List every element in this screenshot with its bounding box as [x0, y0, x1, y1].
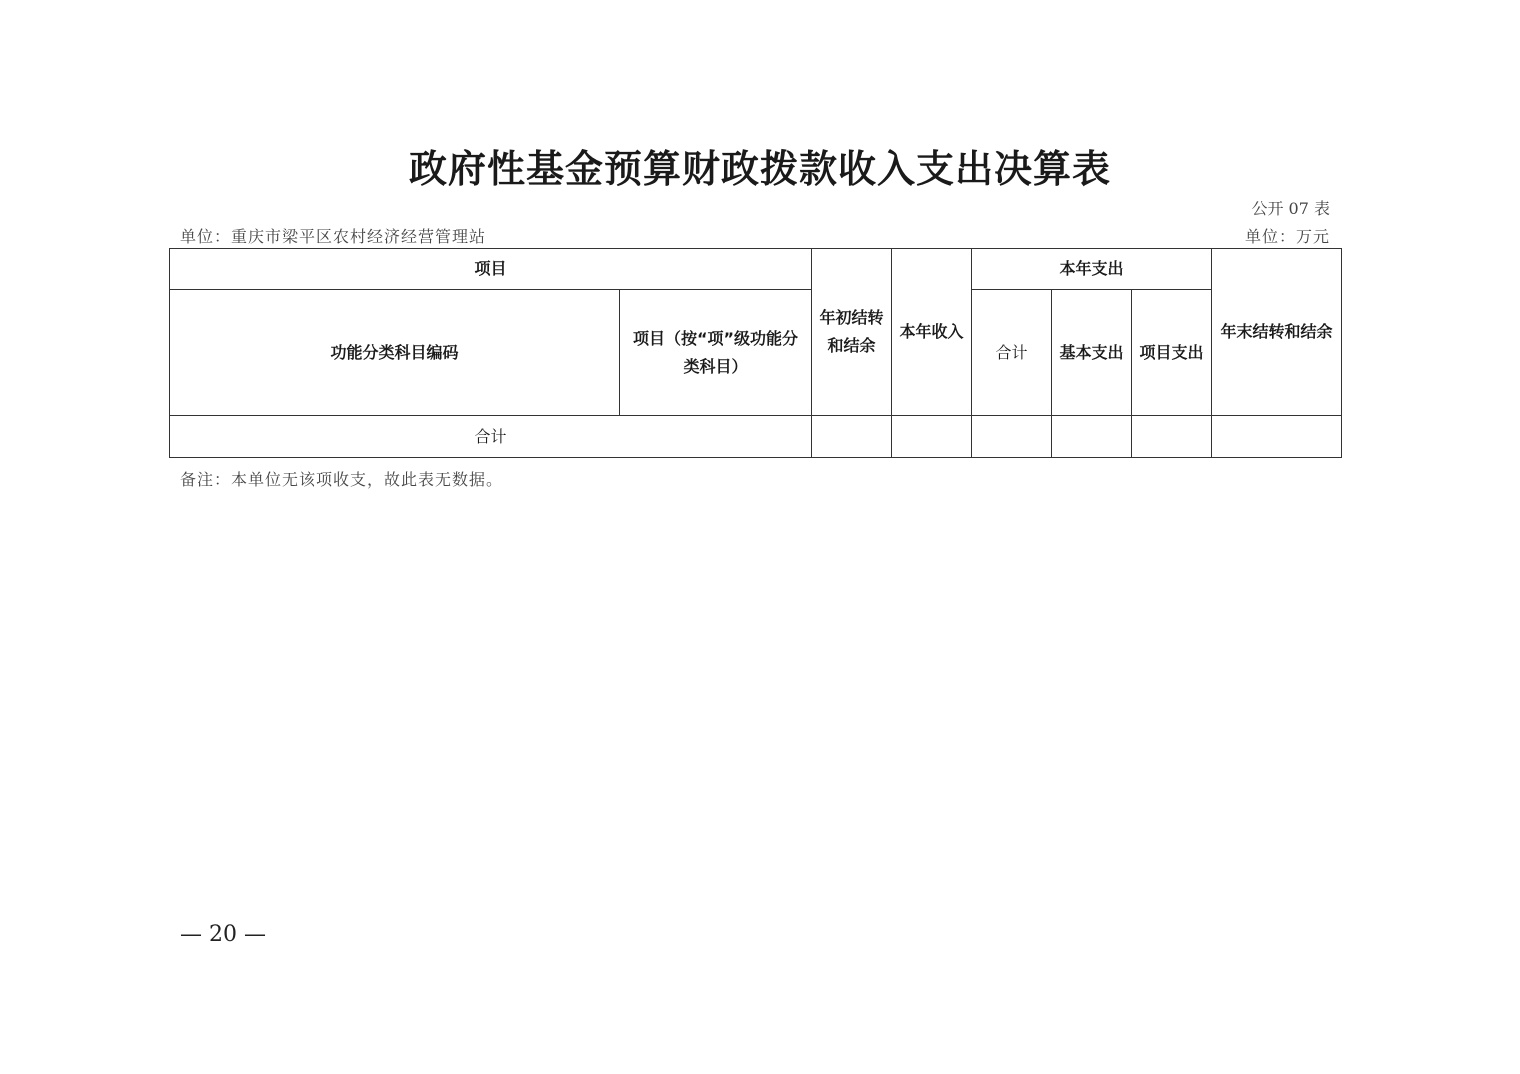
total-label: 合计 — [170, 416, 812, 458]
header-start-balance: 年初结转和结余 — [812, 249, 892, 416]
total-current-income — [892, 416, 972, 458]
document-title: 政府性基金预算财政拨款收入支出决算表 — [408, 146, 1111, 191]
header-row-1 — [170, 249, 1342, 290]
form-number: 公开 07 表 — [1251, 199, 1330, 218]
header-end-balance: 年末结转和结余 — [1212, 249, 1342, 416]
unit-currency: 单位：万元 — [1244, 227, 1330, 246]
header-func-code: 功能分类科目编码 — [170, 290, 620, 416]
header-current-income: 本年收入 — [892, 249, 972, 416]
header-project-name: 项目（按“项”级功能分类科目） — [620, 290, 812, 416]
header-row-2 — [170, 290, 1342, 416]
header-current-expense: 本年支出 — [972, 249, 1212, 290]
total-row — [170, 416, 1342, 458]
total-project-expense — [1132, 416, 1212, 458]
page-number: — 20 — — [180, 922, 266, 947]
header-basic-expense: 基本支出 — [1052, 290, 1132, 416]
budget-table — [169, 248, 1342, 458]
total-end-balance — [1212, 416, 1342, 458]
total-expense-total — [972, 416, 1052, 458]
total-start-balance — [812, 416, 892, 458]
header-project-expense: 项目支出 — [1132, 290, 1212, 416]
footnote: 备注：本单位无该项收支，故此表无数据。 — [180, 470, 504, 489]
total-basic-expense — [1052, 416, 1132, 458]
header-expense-total: 合计 — [972, 290, 1052, 416]
unit-organization: 单位：重庆市梁平区农村经济经营管理站 — [180, 227, 487, 246]
header-project: 项目 — [170, 249, 812, 290]
